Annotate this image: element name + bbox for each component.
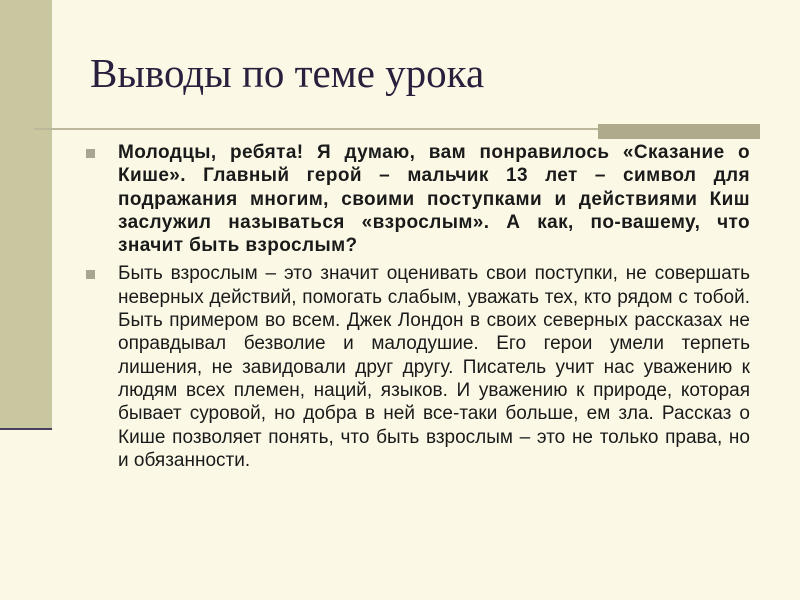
bullet-text-2: Быть взрослым – это значит оценивать свои поступки, не совершать неверных действий, помогать слабым, уважать тех, кто рядом с тобой. Быть примером во всем. Джек Лондон в своих северных рассказах не оправдывал безволие и малодушие. Его герои умели терпеть лишения, не завидовали друг другу. Писатель учит нас уважению к людям всех племен, наций, языков. И уважению к природе, которая бывает суровой, но добра в ней все-таки больше, ем зла. Рассказ о Кише позволяет понять, что быть взрослым – это не только права, но и обязанности. — [118, 263, 750, 471]
slide-title: Выводы по теме урока — [90, 50, 485, 96]
left-band-underline — [0, 428, 52, 430]
bullet-item-2 — [86, 262, 750, 472]
square-bullet-icon — [86, 149, 95, 158]
slide-content — [86, 141, 750, 477]
left-decorative-band — [0, 0, 52, 428]
bullet-text-1: Молодцы, ребята! Я думаю, вам понравилось «Сказание о Кише». Главный герой – мальчик 13 лет – символ для подражания многим, своими поступками и действиями Киш заслужил называться «взрослым». А как, по-вашему, что значит быть взрослым? — [118, 142, 750, 257]
square-bullet-icon — [86, 270, 95, 279]
bullet-item-1 — [86, 141, 750, 257]
title-accent-block — [598, 124, 760, 139]
